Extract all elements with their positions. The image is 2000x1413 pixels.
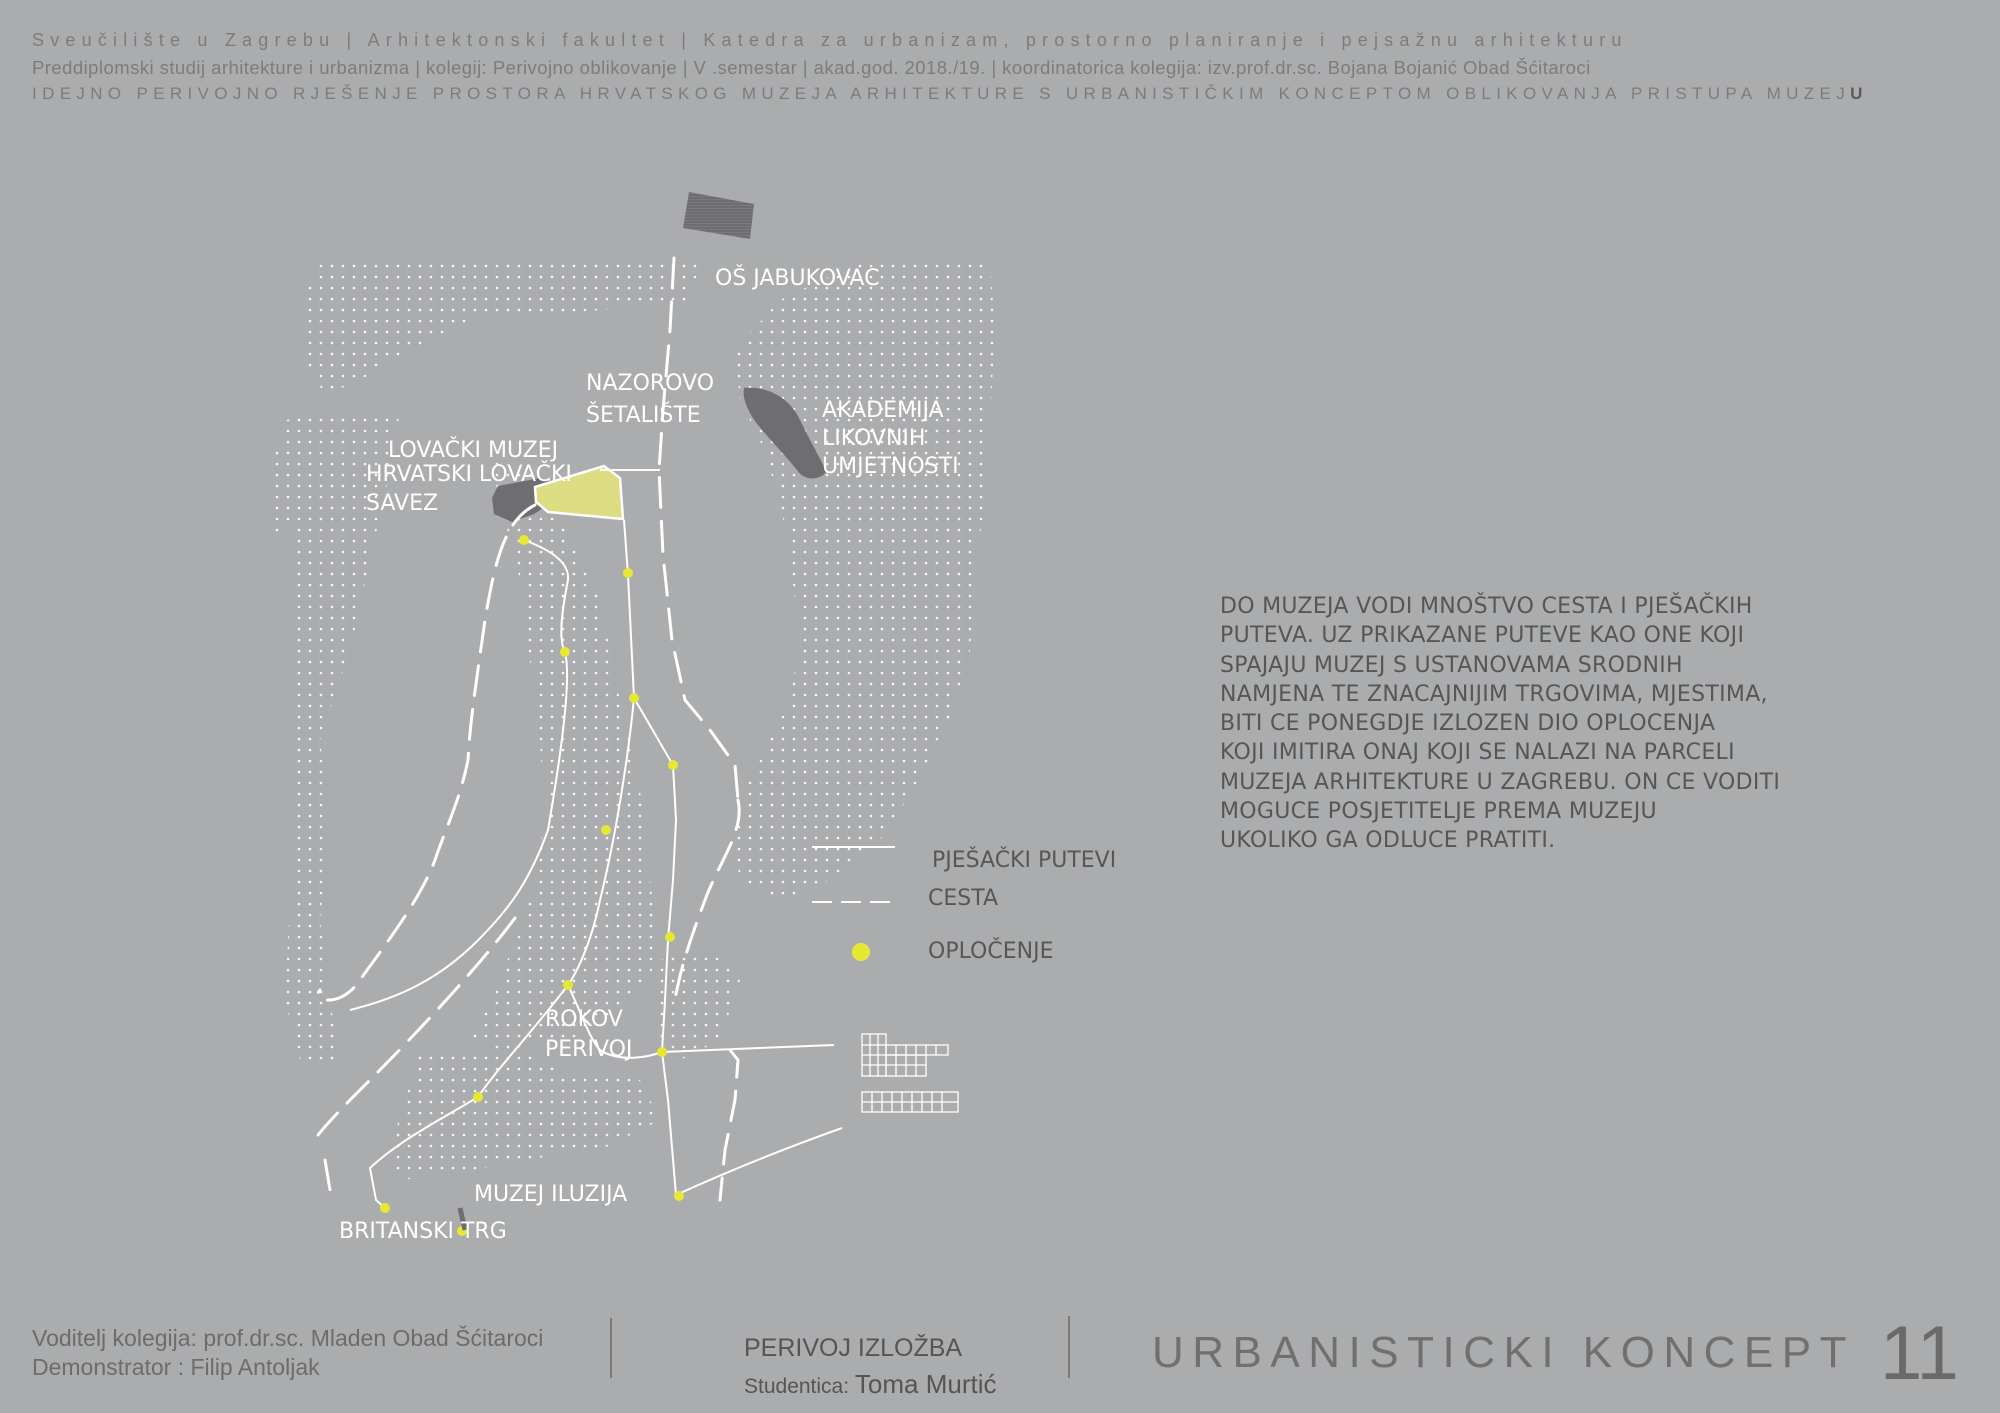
label-muzej-iluzija: MUZEJ ILUZIJA: [474, 1182, 628, 1207]
fence-pattern-lower: [862, 1092, 958, 1112]
footer-divider: [1068, 1316, 1070, 1378]
fence-pattern-upper: [862, 1034, 948, 1076]
label-lovacki-muzej: LOVAČKI MUZEJ: [388, 438, 559, 463]
legend-walk-paths-label: PJEŠAČKI PUTEVI: [932, 848, 1117, 873]
green-area-east: [730, 262, 995, 900]
header-project-title-main: IDEJNO PERIVOJNO RJEŠENJE PROSTORA HRVATSKOG MUZEJA ARHITEKTURE S URBANISTIČKIM KONCEPTOM OBLIKOVANJA PRISTUPA MUZEJ: [32, 84, 1851, 103]
label-akademija-1: AKADEMIJA: [822, 398, 944, 423]
header-project-title-last: U: [1850, 84, 1868, 103]
path-iluzija: [676, 1128, 842, 1195]
label-nazorovo-2: ŠETALIŠTE: [586, 403, 701, 428]
label-akademija-3: UMJETNOSTI: [822, 454, 959, 479]
description-line: DO MUZEJA VODI MNOŠTVO CESTA I PJEŠAČKIH: [1220, 594, 1753, 619]
legend-road-label: CESTA: [928, 886, 999, 911]
description-line: KOJI IMITIRA ONAJ KOJI SE NALAZI NA PARCELI: [1220, 740, 1735, 766]
label-rokov-2: PERIVOJ: [545, 1037, 633, 1062]
description-line: MOGUCE POSJETITELJE PREMA MUZEJU: [1220, 799, 1657, 825]
fence-point: [519, 535, 529, 545]
green-area-east-low: [660, 950, 740, 1060]
legend-fence-symbol: [852, 943, 870, 961]
green-area-centre: [470, 460, 660, 1050]
label-rokov-1: ROKOV: [545, 1007, 623, 1032]
green-area-south: [390, 1050, 660, 1180]
fence-point: [629, 693, 639, 703]
description-line: NAMJENA TE ZNACAJNIJIM TRGOVIMA, MJESTIMA,: [1220, 681, 1768, 707]
road-south-west: [325, 1160, 330, 1190]
fence-point: [665, 932, 675, 942]
footer-credits: [32, 1324, 543, 1382]
description-line: PUTEVA. UZ PRIKAZANE PUTEVE KAO ONE KOJI: [1220, 623, 1745, 649]
footer-project: PERIVOJ IZLOŽBA: [744, 1334, 963, 1362]
fence-point: [674, 1191, 684, 1201]
footer-divider: [610, 1318, 612, 1378]
fence-point: [473, 1092, 483, 1102]
header-course: Preddiplomski studij arhitekture i urbanizma | kolegij: Perivojno oblikovanje | V .semestar | akad.god. 2018./19. | koordinatorica kolegija: izv.prof.dr.sc. Bojana Bojanić Obad Šćitaroci: [32, 57, 1591, 78]
label-nazorovo-1: NAZOROVO: [586, 371, 715, 396]
section-title: URBANISTICKI KONCEPT: [1152, 1328, 1855, 1377]
road-south-east: [720, 1050, 738, 1200]
footer-student: [744, 1369, 997, 1400]
legend-fence-label: OPLOČENJE: [928, 939, 1054, 964]
road-main-north: [659, 258, 738, 800]
header-institution: Sveučilište u Zagrebu | Arhitektonski fakultet | Katedra za urbanizam, prostorno planiranje i pejsažnu arhitekturu: [32, 30, 1628, 50]
description-line: UKOLIKO GA ODLUCE PRATITI.: [1220, 828, 1556, 854]
fence-point: [623, 568, 633, 578]
fence-point: [380, 1203, 390, 1213]
footer-student-name: Toma Murtić: [854, 1369, 997, 1399]
label-hls-2: SAVEZ: [366, 491, 439, 516]
concept-description: [1220, 592, 1920, 856]
footer-student-label: Studentica:: [744, 1375, 850, 1398]
legend: [812, 847, 1116, 964]
fence-point: [563, 980, 573, 990]
description-line: SPAJAJU MUZEJ S USTANOVAMA SRODNIH: [1220, 652, 1683, 678]
fence-point: [668, 760, 678, 770]
description-line: MUZEJA ARHITEKTURE U ZAGREBU. ON CE VODITI: [1220, 769, 1781, 795]
label-os-jabukovac: OŠ JABUKOVAC: [715, 266, 880, 291]
fence-point: [601, 825, 611, 835]
label-britanski-trg: BRITANSKI TRG: [339, 1219, 507, 1244]
label-akademija-2: LIKOVNIH: [822, 426, 926, 451]
fence-point: [657, 1047, 667, 1057]
fence-pattern-samples: [862, 1034, 958, 1112]
description-line: BITI CE PONEGDJE IZLOZEN DIO OPLOCENJA: [1220, 711, 1716, 737]
page-number: 11: [1880, 1311, 1959, 1396]
building-os-jabukovac: [683, 192, 754, 239]
footer-demonstrator: Demonstrator : Filip Antoljak: [32, 1354, 320, 1380]
footer-mentor: Voditelj kolegija: prof.dr.sc. Mladen Obad Šćitaroci: [32, 1325, 544, 1351]
label-hls-1: HRVATSKI LOVAČKI: [366, 462, 572, 487]
fence-point: [560, 647, 570, 657]
